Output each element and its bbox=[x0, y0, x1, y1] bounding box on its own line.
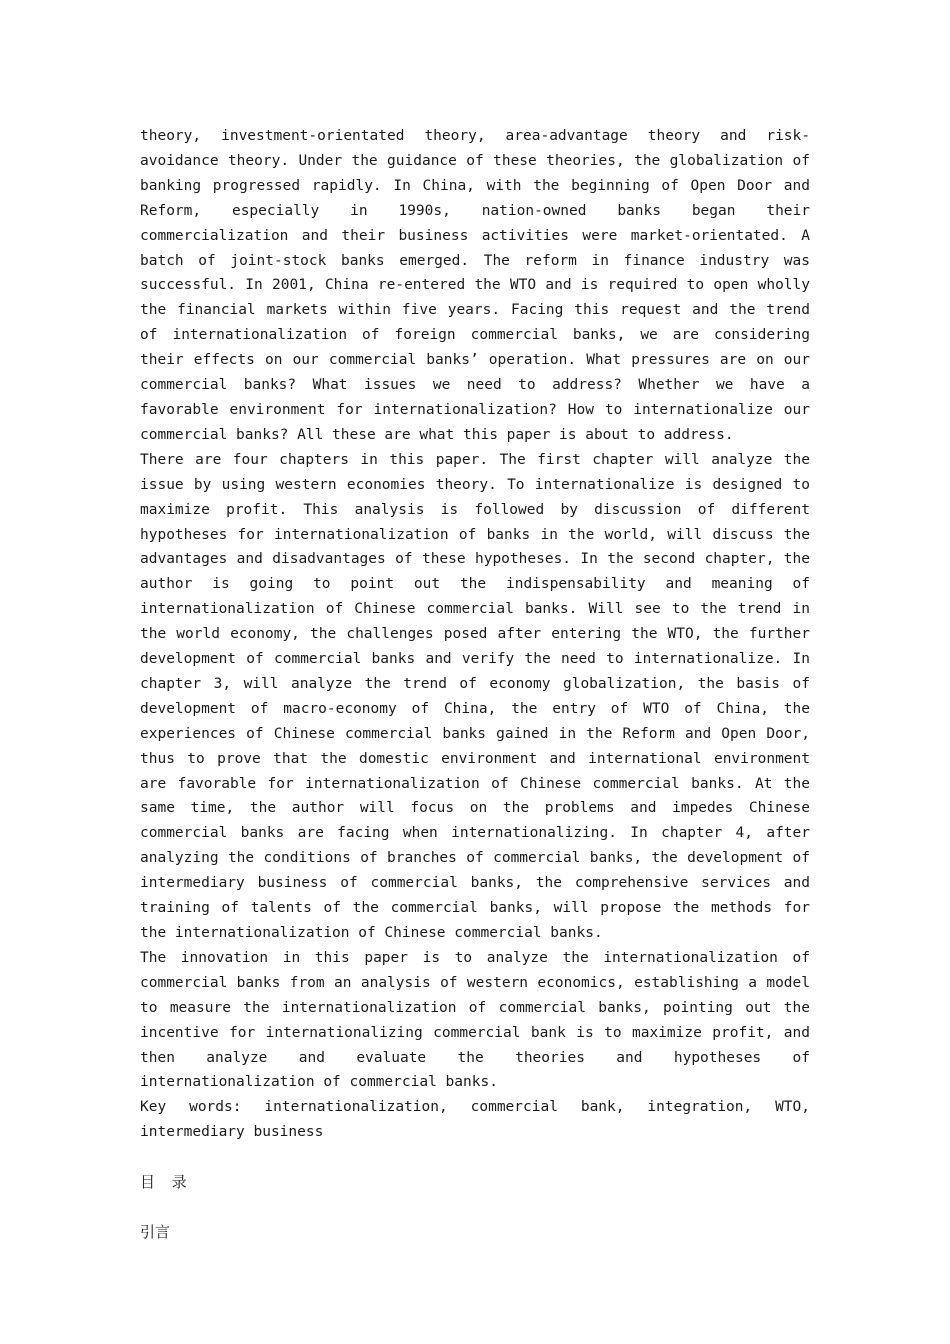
keywords-paragraph: Key words: internationalization, commercial bank, integration, WTO, intermediary business bbox=[140, 1099, 810, 1141]
abstract-paragraph-1: theory, investment-orientated theory, area-advantage theory and risk-avoidance theory. Under the guidance of these theories, the globalization of banking progressed rapidly. In China, with the beginning of Open Door and Reform, especially in 1990s, nation-owned banks began their commercialization and their business activities were market-orientated. A batch of joint-stock banks emerged. The reform in finance industry was successful. In 2001, China re-entered the WTO and is required to open wholly the financial markets within five years. Facing this request and the trend of internationalization of foreign commercial banks, we are considering their effects on our commercial banks’ operation. What pressures are on our commercial banks? What issues we need to address? Whether we have a favorable environment for internationalization? How to internationalize our commercial banks? All these are what this paper is about to address. bbox=[140, 128, 810, 443]
introduction-heading: 引言 bbox=[140, 1223, 171, 1242]
toc-heading: 目 录 bbox=[140, 1173, 193, 1192]
document-page bbox=[140, 124, 810, 1245]
abstract-paragraph-2: There are four chapters in this paper. The first chapter will analyze the issue by using western economies theory. To internationalize is designed to maximize profit. This analysis is followed by discussion of different hypotheses for internationalization of banks in the world, will discuss the advantages and disadvantages of these hypotheses. In the second chapter, the author is going to point out the indispensability and meaning of internationalization of Chinese commercial banks. Will see to the trend in the world economy, the challenges posed after entering the WTO, the further development of commercial banks and verify the need to internationalize. In chapter 3, will analyze the trend of economy globalization, the basis of development of macro-economy of China, the entry of WTO of China, the experiences of Chinese commercial banks gained in the Reform and Open Door, thus to prove that the domestic environment and international environment are favorable for internationalization of Chinese commercial banks. At the same time, the author will focus on the problems and impedes Chinese commercial banks are facing when internationalizing. In chapter 4, after analyzing the conditions of branches of commercial banks, the development of intermediary business of commercial banks, the comprehensive services and training of talents of the commercial banks, will propose the methods for the internationalization of Chinese commercial banks. bbox=[140, 451, 810, 941]
abstract-paragraph-3: The innovation in this paper is to analyze the internationalization of commercial banks from an analysis of western economics, establishing a model to measure the internationalization of commercial banks, pointing out the incentive for internationalizing commercial bank is to maximize profit, and then analyze and evaluate the theories and hypotheses of internationalization of commercial banks. bbox=[140, 949, 810, 1091]
